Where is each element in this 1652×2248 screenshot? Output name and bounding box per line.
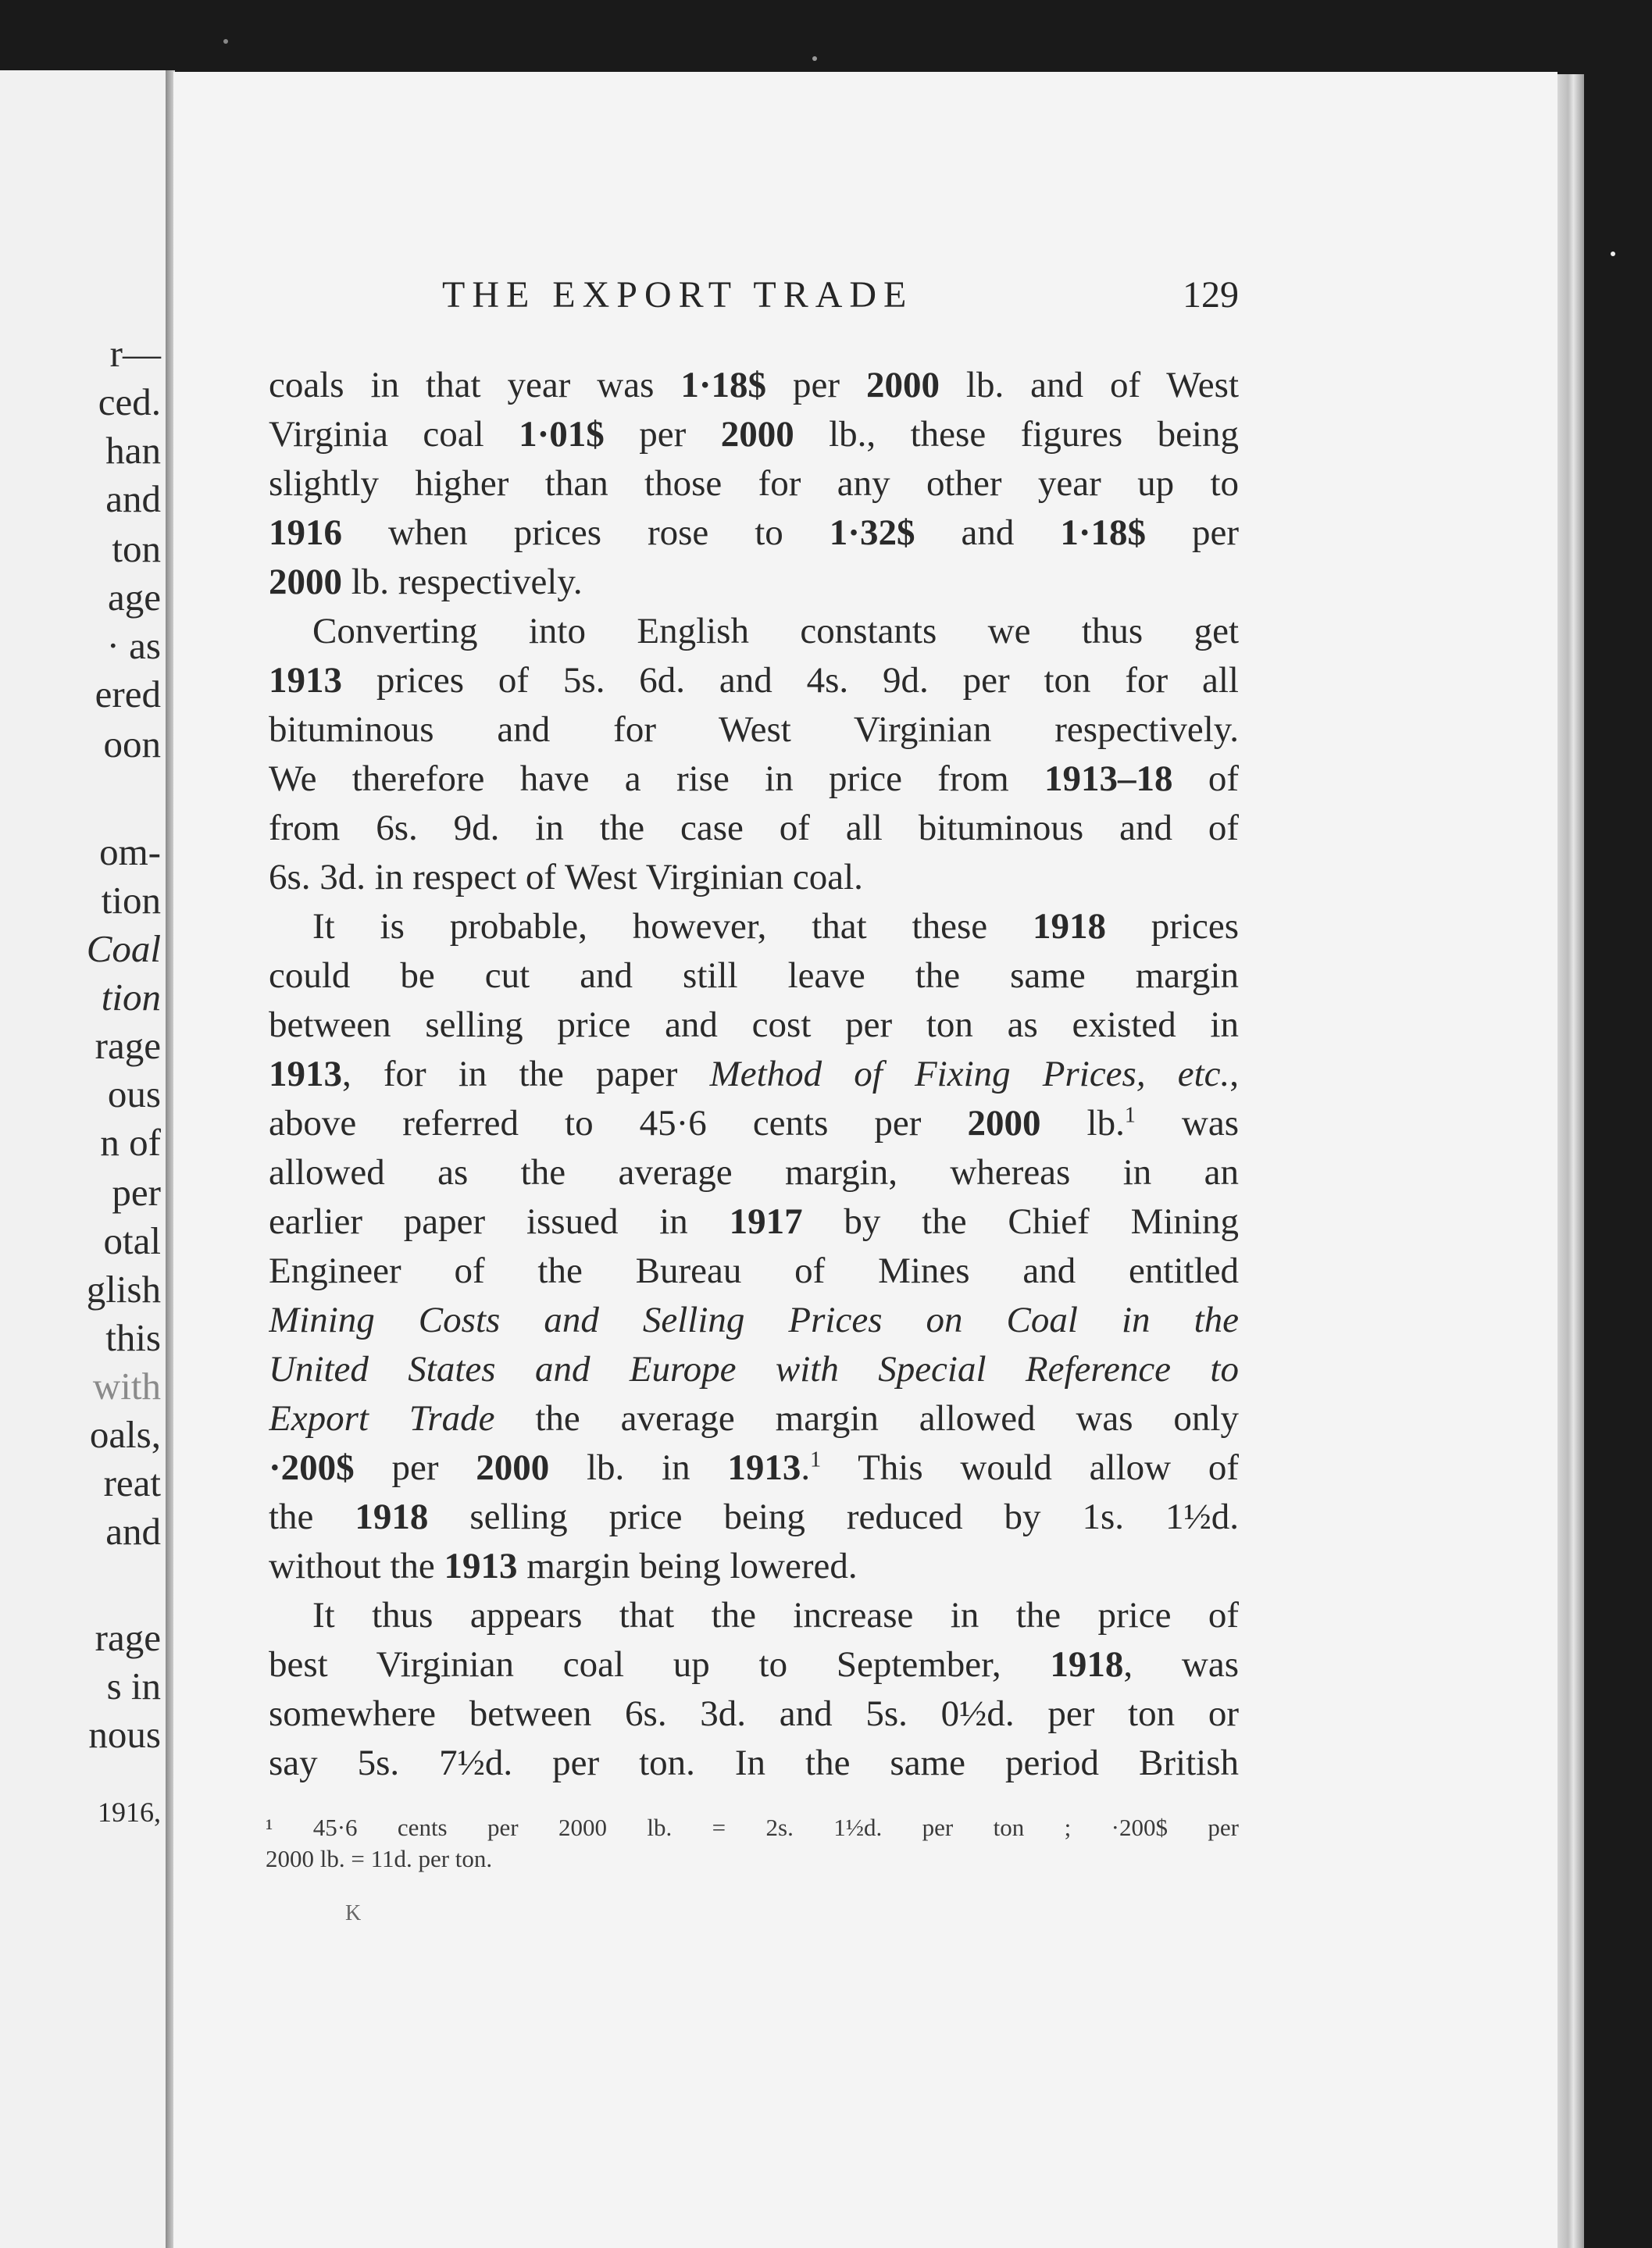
text-line: could be cut and still leave the same margin (269, 955, 1239, 996)
text-line: United States and Europe with Special Reference to (269, 1349, 1239, 1390)
prev-line: tion (101, 976, 161, 1019)
footnote-line: 2000 lb. = 11d. per ton. (266, 1845, 493, 1872)
prev-line: ered (95, 673, 161, 715)
text-line: It thus appears that the increase in the price of (312, 1595, 1239, 1636)
prev-line: rage (95, 1024, 161, 1067)
text-line: allowed as the average margin, whereas in an (269, 1152, 1239, 1193)
dust-speck (223, 39, 228, 44)
prev-line: and (105, 477, 161, 520)
prev-line: oals, (89, 1413, 161, 1456)
footnote-line: ¹ 45·6 cents per 2000 lb. = 2s. 1½d. per ton ; ·200$ per (266, 1814, 1239, 1841)
text-line: Mining Costs and Selling Prices on Coal in the (269, 1300, 1239, 1340)
text-line: from 6s. 9d. in the case of all bituminous and of (269, 808, 1239, 848)
prev-line: r— (109, 332, 161, 375)
prev-line: 1916, (98, 1797, 161, 1828)
prev-line: age (108, 576, 161, 619)
text-line: 2000 lb. respectively. (269, 562, 583, 602)
text-line: the 1918 selling price being reduced by 1s. 1½d. (269, 1497, 1239, 1537)
signature-mark: K (345, 1901, 362, 1925)
text-line: It is probable, however, that these 1918 prices (312, 906, 1239, 947)
text-line: bituminous and for West Virginian respectively. (269, 709, 1239, 750)
prev-line: nous (88, 1713, 161, 1756)
prev-line: · as (106, 624, 161, 667)
prev-line: this (105, 1316, 161, 1359)
text-line: say 5s. 7½d. per ton. In the same period British (269, 1743, 1239, 1783)
running-title: THE EXPORT TRADE (442, 274, 914, 316)
text-line: Virginia coal 1·01$ per 2000 lb., these figures being (269, 414, 1239, 455)
body-text (269, 361, 1239, 1788)
running-header (442, 273, 1239, 320)
text-line: between selling price and cost per ton as existed in (269, 1004, 1239, 1045)
text-line: coals in that year was 1·18$ per 2000 lb. and of West (269, 365, 1239, 405)
prev-line: n of (100, 1121, 161, 1164)
text-line: Export Trade the average margin allowed was only (269, 1398, 1239, 1439)
prev-line: han (105, 429, 161, 472)
prev-line: oon (103, 723, 161, 765)
dust-speck (812, 56, 817, 61)
text-line: 1913, for in the paper Method of Fixing Prices, etc., (269, 1054, 1239, 1094)
prev-line: ced. (98, 380, 161, 423)
prev-line: ous (107, 1072, 161, 1115)
prev-line: om- (99, 830, 161, 873)
prev-line: Coal (86, 927, 161, 970)
prev-line: reat (103, 1461, 161, 1504)
page-number: 129 (1183, 274, 1239, 316)
prev-line: glish (86, 1268, 161, 1311)
text-line: Converting into English constants we thus get (312, 611, 1239, 651)
text-line: 6s. 3d. in respect of West Virginian coal. (269, 857, 863, 897)
text-line: Engineer of the Bureau of Mines and entitled (269, 1251, 1239, 1291)
prev-line: tion (101, 879, 161, 922)
text-line: We therefore have a rise in price from 1913–18 of (269, 758, 1239, 799)
text-line: best Virginian coal up to September, 1918, was (269, 1644, 1239, 1685)
text-line: earlier paper issued in 1917 by the Chief Mining (269, 1201, 1239, 1242)
previous-page-fragment (0, 70, 166, 2248)
page-edge (1557, 74, 1584, 2248)
dust-speck (1611, 252, 1615, 256)
text-line: slightly higher than those for any other year up to (269, 463, 1239, 504)
prev-line: and (105, 1510, 161, 1553)
prev-line: otal (103, 1219, 161, 1262)
text-line: 1913 prices of 5s. 6d. and 4s. 9d. per ton for all (269, 660, 1239, 701)
text-line: above referred to 45·6 cents per 2000 lb.$^1$ was (269, 1103, 1239, 1144)
prev-line: with (92, 1365, 161, 1408)
text-line: somewhere between 6s. 3d. and 5s. 0½d. per ton or (269, 1693, 1239, 1734)
prev-line: rage (95, 1616, 161, 1659)
text-line: without the 1913 margin being lowered. (269, 1546, 858, 1586)
text-line: ·200$ per 2000 lb. in 1913.$^1$ This would allow of (269, 1447, 1239, 1488)
prev-line: s in (106, 1665, 161, 1707)
prev-line: per (112, 1171, 161, 1214)
prev-line: ton (112, 527, 161, 570)
footnote (266, 1812, 1239, 1875)
text-line: 1916 when prices rose to 1·32$ and 1·18$ per (269, 512, 1239, 553)
